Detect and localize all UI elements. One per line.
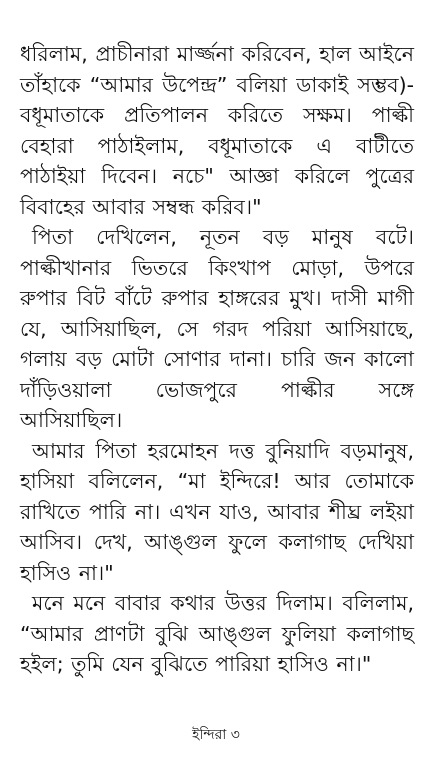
paragraph-4: মনে মনে বাবার কথার উত্তর দিলাম। বলিলাম, “আমার প্রাণটা বুঝি আঙ্গুল ফুলিয়া কলাগাছ হইল; তুমি যেন বুঝিতে পারিয়া হাসিও না।" [20,591,414,676]
page-text [20,39,414,680]
page-footer: ইন্দিরা ৩ [192,727,240,743]
paragraph-3: আমার পিতা হরমোহন দত্ত বুনিয়াদি বড়মানুষ, হাসিয়া বলিলেন, “মা ইন্দিরে! আর তোমাকে রাখিতে পারি না। এখন যাও, আবার শীঘ্র লইয়া আসিব। দেখ, আঙ্গুল ফুলে কলাগাছ দেখিয়া হাসিও না।" [20,438,414,585]
paragraph-2: পিতা দেখিলেন, নূতন বড় মানুষ বটে। পাল্কীখানার ভিতরে কিংখাপ মোড়া, উপরে রুপার বিট বাঁটে রুপার হাঙ্গরের মুখ। দাসী মাগী যে, আসিয়াছিল, সে গরদ পরিয়া আসিয়াছে, গলায় বড় মোটা সোণার দানা। চারি জন কালো দাঁড়িওয়ালা ভোজপুরে পাল্কীর সঙ্গে আসিয়াছিল। [20,225,414,432]
paragraph-1: ধরিলাম, প্রাচীনারা মার্জ্জনা করিবেন, হাল আইনে তাঁহাকে “আমার উপেন্দ্র” বলিয়া ডাকাই সম্ভব)- বধূমাতাকে প্রতিপালন করিতে সক্ষম। পাল্কী বেহারা পাঠাইলাম, বধূমাতাকে এ বাটীতে পাঠাইয়া দিবেন। নচে" আজ্ঞা করিলে পুত্রের বিবাহের আবার সম্বন্ধ করিব।" [20,42,414,219]
